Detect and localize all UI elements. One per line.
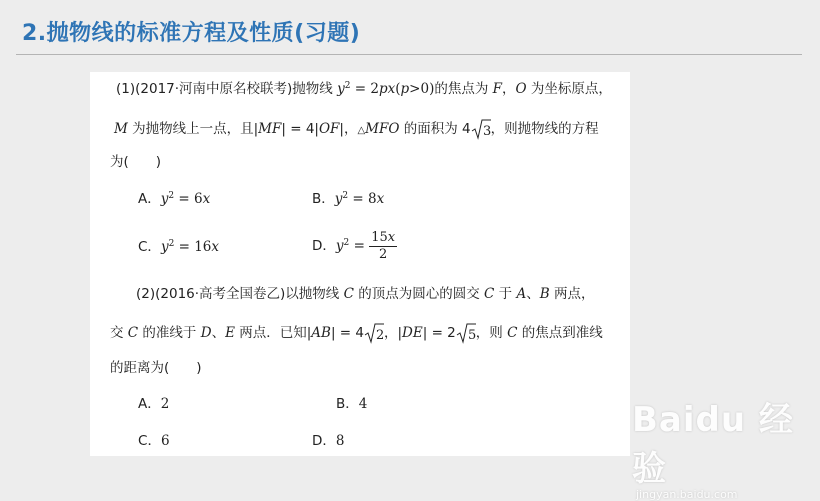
watermark-brand: Baidu 经验 [632, 400, 794, 489]
p2-line1: (2)(2016·高考全国卷乙)以抛物线 C 的顶点为圆心的圆交 C 于 A、B 两点， [136, 286, 595, 302]
p1-equation: $y^2 = 2px(p>0)$ [337, 81, 435, 97]
title-divider [16, 54, 802, 55]
p2-option-a: A．2 [138, 396, 170, 412]
watermark-url: jingyan.baidu.com [636, 488, 738, 501]
p2-option-c: C．6 [138, 433, 170, 449]
slide-title: 2.抛物线的标准方程及性质(习题) [22, 21, 361, 46]
svg-text:2: 2 [375, 328, 384, 343]
p1-line2: M 为抛物线上一点，且|MF| = 4|OF|，△MFO 的面积为 4 3 ，则抛物线的方程 [114, 118, 599, 140]
p1-line1 [116, 80, 612, 98]
sqrt-3 [471, 118, 491, 140]
p2-option-b: B．4 [336, 396, 368, 412]
p1-intro-a: (1)(2017·河南中原名校联考)抛物线 [116, 81, 333, 97]
p2-line2: 交 C 的准线于 D、E 两点．已知|AB| = 4 2 ，|DE| = 2 5 ，则 C 的焦点到准线 [110, 322, 603, 344]
p2-line3: 的距离为( ) [110, 360, 202, 376]
svg-text:3: 3 [482, 124, 491, 139]
p1-intro-b: 的焦点为 F，O 为坐标原点， [434, 81, 612, 97]
p2-option-d: D．8 [312, 433, 345, 449]
p1-option-d: D．$y^2$ = $\frac{15x}{2}$ [312, 229, 396, 262]
p1-option-c: C．$y^2 = 16x$ [138, 239, 220, 255]
svg-text:5: 5 [467, 328, 476, 343]
fraction-15x-over-2: $\frac{15x}{2}$ [371, 229, 396, 262]
sqrt-2 [364, 322, 384, 344]
p1-option-b: B．$y^2 = 8x$ [312, 191, 385, 207]
baidu-watermark [632, 392, 820, 501]
sqrt-5 [456, 322, 476, 344]
p1-line3: 为( ) [110, 154, 162, 170]
p1-option-a: A．$y^2 = 6x$ [138, 191, 211, 207]
problem-card [90, 72, 630, 456]
